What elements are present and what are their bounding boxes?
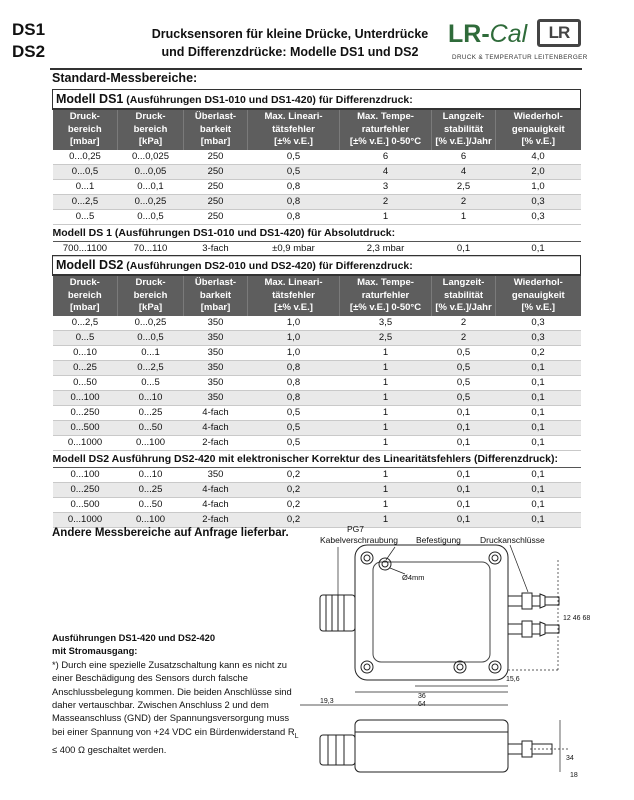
table-cell: 2 [432, 194, 496, 209]
column-header [340, 275, 432, 316]
table-row [53, 467, 581, 482]
table-cell: 0,1 [432, 467, 496, 482]
note-title-1: Ausführungen DS1-420 und DS2-420 [52, 632, 216, 643]
table-cell: 0,8 [248, 194, 340, 209]
table-cell: 4-fach [184, 497, 248, 512]
table-cell: 350 [184, 330, 248, 345]
table-row [53, 209, 581, 224]
table-row [53, 164, 581, 179]
table-cell: 0...25 [118, 482, 184, 497]
mount-hole-icon [489, 552, 501, 564]
table-row [53, 330, 581, 345]
table-cell: 1 [340, 512, 432, 527]
table-cell: 0...2,5 [53, 316, 118, 331]
table-cell: 0...10 [53, 345, 118, 360]
table-cell: 350 [184, 390, 248, 405]
table-row [53, 316, 581, 331]
table-cell: 1 [340, 360, 432, 375]
table-cell: 0...5 [53, 209, 118, 224]
column-header [432, 109, 496, 150]
table-cell: 0,1 [496, 360, 581, 375]
table-cell: 0...50 [53, 375, 118, 390]
table-cell: 1 [340, 390, 432, 405]
label-pg7: PG7 [347, 524, 365, 534]
table-cell: 0...25 [53, 360, 118, 375]
table-row [53, 390, 581, 405]
table-cell: 2-fach [184, 512, 248, 527]
table-cell: 0,5 [432, 375, 496, 390]
table-cell: 0,5 [432, 345, 496, 360]
mount-hole-icon [361, 661, 373, 673]
column-header [53, 275, 118, 316]
column-header [118, 109, 184, 150]
table-cell: 70...110 [118, 241, 184, 256]
column-header-line: barkeit [199, 123, 232, 135]
table-cell: 0...2,5 [118, 360, 184, 375]
table-cell: 0...100 [53, 467, 118, 482]
table-cell: 0,1 [432, 482, 496, 497]
side-view-outline [355, 720, 508, 772]
dim-36: 36 [418, 693, 426, 700]
table-cell: 0...100 [118, 435, 184, 450]
table-cell: 1,0 [248, 345, 340, 360]
table-cell: 0,3 [496, 209, 581, 224]
table-cell: 1 [340, 467, 432, 482]
column-header-line: genauigkeit [511, 123, 565, 135]
pressure-port-icon [508, 593, 559, 609]
table-cell: 0,2 [496, 345, 581, 360]
table-cell: 350 [184, 360, 248, 375]
column-header-line: [±% v.E.] 0-50°C [349, 136, 422, 147]
ds2-header-row [53, 275, 581, 316]
table-cell: 0...100 [118, 512, 184, 527]
table-cell: 0...25 [118, 405, 184, 420]
table-cell: 0,1 [432, 497, 496, 512]
dim-64: 64 [418, 701, 426, 708]
column-header-line: [±% v.E.] [274, 136, 313, 147]
table-cell: 1 [340, 375, 432, 390]
column-header-line: bereich [133, 289, 168, 301]
table-cell: 1,0 [248, 330, 340, 345]
section-title: Standard-Messbereiche: [52, 71, 198, 85]
column-header-line: [±% v.E.] [274, 302, 313, 313]
table-cell: 2,5 [432, 179, 496, 194]
table-cell: 0...0,1 [118, 179, 184, 194]
ds2-caption: Modell DS2 (Ausführungen DS2-010 und DS2-420) für Differenzdruck: [53, 256, 581, 276]
table-cell: 0,1 [496, 420, 581, 435]
table-cell: 0...500 [53, 497, 118, 512]
header-divider [50, 68, 582, 70]
footnote: Andere Messbereiche auf Anfrage lieferbar. [52, 527, 289, 539]
table-cell: 0,3 [496, 194, 581, 209]
table-cell: 1 [340, 435, 432, 450]
column-header [496, 109, 581, 150]
column-header-line: Langzeit- [442, 277, 485, 288]
column-header-line: tätsfehler [272, 123, 315, 135]
table-cell: 0,8 [248, 375, 340, 390]
table-cell: 0,5 [432, 360, 496, 375]
ds1-header-row [53, 109, 581, 150]
column-header-line: bereich [67, 289, 102, 301]
table-cell: 6 [340, 150, 432, 165]
logo-box-icon: LR [537, 19, 581, 47]
label-mounting: Befestigung [416, 535, 461, 545]
table-row [53, 405, 581, 420]
table-cell: 0,5 [248, 164, 340, 179]
column-header [248, 275, 340, 316]
table-cell: 1 [340, 497, 432, 512]
column-header-line: Max. Lineari- [264, 277, 323, 288]
current-output-note [52, 631, 302, 757]
ds2-table [52, 255, 581, 528]
table-cell: 700...1100 [53, 241, 118, 256]
note-title-2: mit Stromausgang: [52, 645, 138, 657]
table-cell: 1,0 [248, 316, 340, 331]
column-header [184, 109, 248, 150]
table-cell: 3,5 [340, 316, 432, 331]
table-cell: 0...250 [53, 405, 118, 420]
table-cell: 0...2,5 [53, 194, 118, 209]
column-header-line: bereich [133, 123, 168, 135]
table-row [53, 179, 581, 194]
table-cell: 0...5 [53, 330, 118, 345]
table-cell: 3-fach [184, 241, 248, 256]
ds1-abs-caption: Modell DS 1 (Ausführungen DS1-010 und DS1-420) für Absolutdruck: [53, 224, 581, 241]
table-cell: 0,2 [248, 512, 340, 527]
table-cell: 4-fach [184, 482, 248, 497]
dim-15-6: 15,6 [506, 676, 520, 683]
table-cell: 0...0,025 [118, 150, 184, 165]
table-row [53, 435, 581, 450]
table-cell: 0...0,5 [53, 164, 118, 179]
table-cell: 2 [432, 330, 496, 345]
table-cell: 0,3 [496, 316, 581, 331]
table-cell: 0...0,05 [118, 164, 184, 179]
ds1-abs-body [53, 241, 581, 256]
table-cell: 350 [184, 316, 248, 331]
table-cell: 0,1 [432, 435, 496, 450]
column-header-line: Druck- [135, 111, 166, 122]
table-cell: 0,1 [432, 420, 496, 435]
column-header-line: [% v.E.] [521, 302, 556, 313]
table-cell: 0...0,25 [118, 316, 184, 331]
column-header-line: Überlast- [194, 277, 237, 288]
column-header-line: Überlast- [194, 111, 237, 122]
table-cell: 0...50 [118, 420, 184, 435]
dim-right: 12 46 68 [563, 615, 590, 622]
column-header-line: raturfehler [361, 289, 410, 301]
table-cell: 0...0,5 [118, 209, 184, 224]
table-cell: 0,2 [248, 467, 340, 482]
table-cell: 0,1 [496, 375, 581, 390]
table-cell: 0...1000 [53, 512, 118, 527]
column-header-line: tätsfehler [272, 289, 315, 301]
table-cell: 0,8 [248, 179, 340, 194]
table-cell: 0,1 [496, 241, 581, 256]
ds1-caption: Modell DS1 (Ausführungen DS1-010 und DS1-420) für Differenzdruck: [53, 90, 581, 110]
table-cell: 0,5 [432, 390, 496, 405]
table-cell: 0,1 [432, 241, 496, 256]
table-cell: 350 [184, 345, 248, 360]
table-cell: 250 [184, 150, 248, 165]
model-title-ds1: DS1 [12, 20, 46, 39]
logo: LR-Cal [448, 20, 528, 48]
column-header-line: raturfehler [361, 123, 410, 135]
column-header-line: barkeit [199, 289, 232, 301]
table-cell: 250 [184, 194, 248, 209]
label-hole-diameter: Ø4mm [402, 573, 425, 582]
table-cell: 0...5 [118, 375, 184, 390]
table-cell: ±0,9 mbar [248, 241, 340, 256]
table-cell: 2,5 [340, 330, 432, 345]
column-header [340, 109, 432, 150]
column-header [53, 109, 118, 150]
table-cell: 4 [340, 164, 432, 179]
table-cell: 0...250 [53, 482, 118, 497]
table-cell: 0,5 [248, 150, 340, 165]
column-header-line: [kPa] [138, 302, 163, 313]
table-cell: 0,5 [248, 435, 340, 450]
table-cell: 4 [432, 164, 496, 179]
table-cell: 0...1000 [53, 435, 118, 450]
housing-inner [373, 562, 490, 662]
table-cell: 0...500 [53, 420, 118, 435]
table-row [53, 360, 581, 375]
column-header-line: Max. Tempe- [357, 111, 414, 122]
model-title-ds2: DS2 [12, 42, 46, 61]
cable-gland-side-icon [320, 735, 355, 765]
column-header-line: Langzeit- [442, 111, 485, 122]
column-header [118, 275, 184, 316]
column-header-line: Druck- [135, 277, 166, 288]
table-cell: 1 [340, 420, 432, 435]
mount-hole-icon [454, 661, 466, 673]
table-cell: 0,5 [248, 420, 340, 435]
column-header-line: Druck- [69, 111, 100, 122]
column-header-line: [mbar] [200, 302, 231, 313]
column-header-line: Wiederhol- [513, 111, 563, 122]
table-cell: 2-fach [184, 435, 248, 450]
table-cell: 1 [340, 345, 432, 360]
table-cell: 0,1 [496, 435, 581, 450]
ds2-corr-body [53, 467, 581, 527]
table-cell: 250 [184, 164, 248, 179]
column-header-line: Druck- [69, 277, 100, 288]
table-cell: 0,1 [496, 390, 581, 405]
table-cell: 0,1 [496, 467, 581, 482]
column-header-line: [±% v.E.] 0-50°C [349, 302, 422, 313]
column-header [496, 275, 581, 316]
table-cell: 350 [184, 467, 248, 482]
table-cell: 0...1 [118, 345, 184, 360]
column-header-line: [kPa] [138, 136, 163, 147]
column-header-line: [% v.E.]/Jahr [435, 302, 492, 313]
table-row [53, 241, 581, 256]
column-header [248, 109, 340, 150]
mount-hole-icon [379, 558, 391, 570]
table-cell: 4,0 [496, 150, 581, 165]
table-cell: 0,1 [496, 482, 581, 497]
table-cell: 3 [340, 179, 432, 194]
table-cell: 0,1 [496, 512, 581, 527]
table-cell: 0...10 [118, 390, 184, 405]
table-row [53, 194, 581, 209]
column-header-line: [mbar] [200, 136, 231, 147]
ds1-table [52, 89, 581, 257]
column-header-line: Max. Tempe- [357, 277, 414, 288]
table-cell: 2,0 [496, 164, 581, 179]
table-cell: 4-fach [184, 420, 248, 435]
ds2-corr-caption: Modell DS2 Ausführung DS2-420 mit elektronischer Korrektur des Linearitätsfehlers (Differenzdruck): [53, 450, 581, 467]
table-cell: 1 [432, 209, 496, 224]
table-cell: 0...100 [53, 390, 118, 405]
ds2-body [53, 316, 581, 451]
table-cell: 6 [432, 150, 496, 165]
table-cell: 0...0,25 [53, 150, 118, 165]
column-header-line: [mbar] [69, 302, 100, 313]
table-cell: 0...50 [118, 497, 184, 512]
table-cell: 0,8 [248, 360, 340, 375]
table-cell: 0,2 [248, 482, 340, 497]
header-line-1: Drucksensoren für kleine Drücke, Unterdrücke [151, 27, 429, 41]
housing-outline [355, 545, 508, 680]
column-header-line: [mbar] [69, 136, 100, 147]
table-row [53, 497, 581, 512]
table-cell: 250 [184, 179, 248, 194]
table-cell: 1 [340, 482, 432, 497]
column-header-line: Max. Lineari- [264, 111, 323, 122]
table-row [53, 150, 581, 165]
column-header-line: [% v.E.]/Jahr [435, 136, 492, 147]
table-cell: 0...10 [118, 467, 184, 482]
table-cell: 0,1 [496, 497, 581, 512]
table-cell: 0,5 [248, 405, 340, 420]
ds1-body [53, 150, 581, 225]
table-cell: 0,1 [432, 405, 496, 420]
label-pressure-ports: Druckanschlüsse [480, 535, 545, 545]
pressure-port-icon [508, 621, 559, 637]
column-header-line: stabilität [443, 289, 484, 301]
mount-hole-icon [489, 661, 501, 673]
table-cell: 0,1 [432, 512, 496, 527]
dim-18: 18 [570, 772, 578, 779]
column-header-line: stabilität [443, 123, 484, 135]
table-cell: 4-fach [184, 405, 248, 420]
table-row [53, 420, 581, 435]
table-cell: 0...1 [53, 179, 118, 194]
table-cell: 1 [340, 405, 432, 420]
column-header-line: [% v.E.] [521, 136, 556, 147]
table-cell: 350 [184, 375, 248, 390]
table-cell: 0,8 [248, 209, 340, 224]
table-row [53, 345, 581, 360]
table-cell: 0,1 [496, 405, 581, 420]
header-line-2: und Differenzdrücke: Modelle DS1 und DS2 [161, 45, 419, 59]
table-cell: 2 [340, 194, 432, 209]
table-row [53, 375, 581, 390]
dimension-drawing [300, 520, 590, 795]
table-cell: 2 [432, 316, 496, 331]
table-cell: 1 [340, 209, 432, 224]
column-header-line: genauigkeit [511, 289, 565, 301]
label-cable-gland: Kabelverschraubung [320, 535, 398, 545]
column-header-line: Wiederhol- [513, 277, 563, 288]
column-header [184, 275, 248, 316]
logo-subtitle: DRUCK & TEMPERATUR LEITENBERGER [452, 54, 588, 61]
table-cell: 0...0,25 [118, 194, 184, 209]
table-cell: 0,2 [248, 497, 340, 512]
column-header-line: bereich [67, 123, 102, 135]
table-cell: 2,3 mbar [340, 241, 432, 256]
column-header [432, 275, 496, 316]
dim-19-3: 19,3 [320, 698, 334, 705]
table-cell: 0,8 [248, 390, 340, 405]
table-cell: 0,3 [496, 330, 581, 345]
note-body: *) Durch eine spezielle Zusatzschaltung kann es nicht zu einer Beschädigung des Sensors durch falsche Anschlussbelegung kommen. Die beiden Anschlüsse sind daher vertauschbar. Zwischen Anschluss 2 und dem Masseanschluss (GND) der Spannungsversorgung muss bei einer Spannung von +24 VDC ein Bürdenwiderstand $R_L \le 400$ Ω geschaltet werden. [52, 658, 299, 756]
table-cell: 250 [184, 209, 248, 224]
table-cell: 1,0 [496, 179, 581, 194]
mount-hole-icon [361, 552, 373, 564]
dim-34: 34 [566, 755, 574, 762]
table-row [53, 482, 581, 497]
table-cell: 0...0,5 [118, 330, 184, 345]
